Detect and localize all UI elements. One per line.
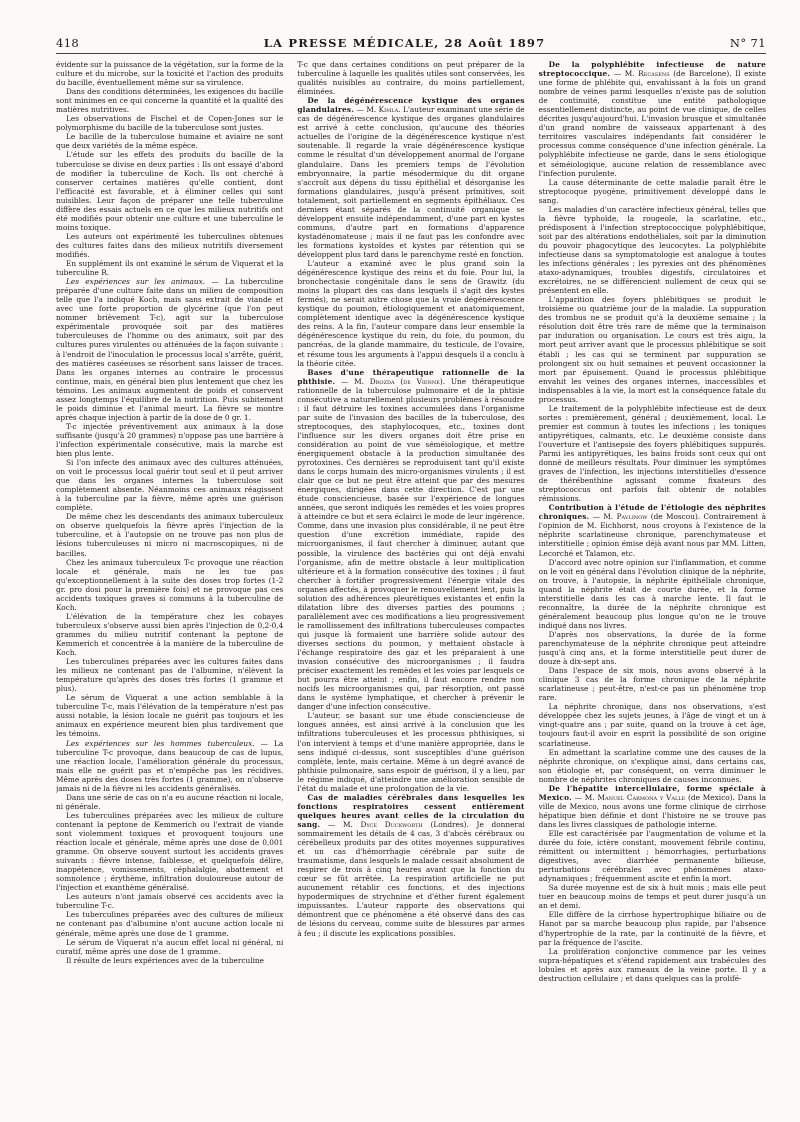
column-right [539, 60, 766, 1100]
paragraph-body: Il existe une forme de phlébite qui, envahissant à la fois un grand nombre de veines parmi lesquelles n'existe pas de solution de continuité, constitue une entité pathologique essentiellement distincte, au point de vue clinique, de celles décrites jusqu'aujourd'hui. L'invasion brusque et simultanée d'un grand nombre de vaisseaux appartenant à des territoires vasculaires indépendants fait considérer le processus comme conséquence d'une infection générale. La polyphlébite infectieuse ne garde, dans le sens étiologique et séméiologique, aucune relation de ressemblance avec l'infection purulente. [538, 69, 766, 178]
paragraph: Le sérum de Viquerat a une action semblable à la tuberculine T-c, mais l'élévation de la température n'est pas aussi notable, la lésion locale ne guérit pas toujours et les animaux en expérience meurent bien plus tardivement que les témoins. [56, 693, 284, 739]
article-author: M. Manuel Carmona y Valle [584, 792, 686, 802]
page-header [56, 34, 766, 54]
paragraph: La prolifération conjonctive commence par les veines supra-hépatiques et s'étend rapidement aux trabécules des lobules et après aux rameaux de la veine porte. Il y a destruction cellulaire ; et dans quelques cas la prolifé- [538, 946, 766, 983]
paragraph: Les observations de Fischel et de Copen-Jones sur le polymorphisme du bacille de la tuberculose sont justes. [56, 114, 284, 133]
paragraph: La cause déterminante de cette maladie paraît être le streptocoque pyogène, primitivement développé dans le sang. [538, 177, 766, 205]
paragraph-body: Une thérapeutique rationnelle de la tuberculose pulmonaire et de la phtisie consécutive a naturellement plusieurs problèmes à résoudre : il faut détruire les toxines accumulées dans l'organisme par suite de l'invasion des bacilles de la tuberculose, des streptocoques, des staphylocoques, etc., toxines dont l'influence sur les divers organes doit être prise en considération au point de vue séméiologique, et mettre énergiquement obstacle à la production simultanée des pyrotoxines. Ces dernières se reproduisent tant qu'il existe dans le corps humain des micro-organismes virulents ; il est clair que ce but ne peut être atteint que par des mesures énergiques, dirigées dans cette direction. C'est par une étude consciencieuse, basée sur l'expérience de longues années, que seront indiqués les remèdes et les voies propres à atteindre ce but et sera éclairci le mode de leur ingérence. Comme, dans une invasion plus considérable, il ne peut être question d'une excrétion immédiate, rapide des microorganismes, il faut chercher à diminuer, autant que possible, la virulence des bactéries qui ont déjà envahi l'organisme, afin de mettre obstacle à leur multiplication ultérieure et à la formation consécutive des toxines ; il faut chercher à fortifier progressivement l'énergie vitale des organes affectés, à provoquer le renouvellement lent, puis la solution des adhérences pleurétiques existantes et enfin la dilatation libre des diverses parties des poumons ; parallèlement avec ces modifications a lieu progressivement le ramollissement des infiltrations tuberculeuses compactes qui jusque là formaient une barrière solide autour des diverses sections du poumon, y mettaient obstacle à l'échange respiratoire des gaz et les préparaient à une invasion consécutive des microorganismes ; il faudra préciser exactement les remèdes et les voies par lesquels ce but pourra être atteint ; enfin, il faut encore rendre non nocifs les microorganismes qui, par résorption, ont passé dans le système lymphatique, et chercher à prévenir le danger d'une infection consécutive. [297, 376, 525, 712]
issue-number: N° 71 [729, 36, 766, 50]
article-heading: Cas de maladies cérébrales dans lesquelles les fonctions respiratoires cessent entièrement quelques heures avant celles de la circulation du sang. [297, 792, 525, 829]
journal-title: LA PRESSE MÉDICALE, 28 Août 1897 [263, 36, 546, 50]
paragraph: Si l'on infecte des animaux avec des cultures atténuées, on voit le processus local guérir tout seul et il peut arriver que dans les organes internes la tuberculose soit complètement absente. Néanmoins ces animaux réagissent à la tuberculine par la fièvre, même après une guérison complète. [56, 458, 284, 513]
paragraph-body: Contrairement à l'opinion de M. Eichhorst, nous croyons à l'existence de la néphrite scarlatineuse chronique, parenchymateuse et interstitielle ; opinion émise déjà avant nous par MM. Litten, Lecorché et Talamon, etc. [538, 512, 766, 558]
paragraph: D'accord avec notre opinion sur l'inflammation, et comme on le voit en général dans l'évolution clinique de la néphrite, on trouve, à l'autopsie, la néphrite épithéliale chronique, quand la néphrite était de courte durée, et la forme interstitielle dans les cas à marche lente. Il faut le reconnaître, la durée de la néphrite chronique est généralement beaucoup plus longue qu'on ne le trouve indiqué dans nos livres. [538, 557, 766, 630]
article-paragraph: De la dégénérescence kystique des organes glandulaires. — M. Kimla. L'auteur examinant une série de cas de dégénérescence kystique des organes glandulaires est arrivé à cette conclusion, qu'aucune des théories actuelles de l'origine de la dégénérescence kystique n'est soutenable. Il regarde la vraie dégénérescence kystique comme le résultat d'un développement anormal de l'organe glandulaire. Dans les premiers temps de l'évolution embryonnaire, la partie mésodermique du dit organe s'accroît aux dépens du tissu épithélial et désorganise les formations glandulaires, jusqu'à présent primitives, soit totalement, soit partiellement en segments épithéliaux. Ces derniers étant séparés de la continuité organique se développent ensuite indépendamment, d'une part en kystes communs, d'autre part en formations d'apparence kystadénomateuse ; mais il ne faut pas les confondre avec les formations kystoïdes et kystes par rétention qui se développent plus tard dans le parenchyme resté en fonction. [297, 96, 525, 259]
article-paragraph: De la polyphlébite infectieuse de nature streptococcique. — M. Recasens (de Barcelone). Il existe une forme de phlébite qui, envahissant à la fois un grand nombre de veines parmi lesquelles n'existe pas de solution de continuité, constitue une entité pathologique essentiellement distincte, au point de vue clinique, de celles décrites jusqu'aujourd'hui. L'invasion brusque et simultanée d'un grand nombre de vaisseaux appartenant à des territoires vasculaires indépendants fait considérer le processus comme conséquence d'une infection générale. La polyphlébite infectieuse ne garde, dans le sens étiologique et séméiologique, aucune relation de ressemblance avec l'infection purulente. [538, 60, 766, 178]
paragraph: L'apparition des foyers phlébitiques se produit le troisième ou quatrième jour de la maladie. La suppuration des trombus ne se produit qu'à la deuxième semaine ; la résolution doit être très rare de même que la terminaison par induration ou organisation. Le cours est très aigu, la mort peut arriver avant que le processus phlébitique se soit établi ; les cas qui se terminent par suppuration se prolongent six ou huit semaines et peuvent occasionner la mort par épuisement. Quand le processus phlébitique envahit les veines des organes internes, inaccessibles et indispensables à la vie, la mort est la conséquence fatale du processus. [538, 295, 766, 404]
paragraph [56, 739, 283, 793]
paragraph: Les maladies d'un caractère infectieux général, telles que la fièvre typhoïde, la rougeole, la scarlatine, etc., prédisposent à l'infection streptococcique polyphlébitique, soit par des altérations endothéliales, soit par la diminution du pouvoir phagocytique des leucocytes. La polyphlébite infectieuse dans sa symptomatologie est analogue à toutes les infections générales ; les pyrexies ont des phénomènes ataxo-adynamiques, troubles digestifs, circulatoires et excrétoires, ne se différencient nullement de ceux qui se présentent en elle. [538, 204, 766, 296]
paragraph: évidente sur la puissance de la végétation, sur la forme de la culture et du microbe, sur la toxicité et l'action des produits du bacille, éventuellement même sur sa virulence. [56, 60, 284, 88]
paragraph: T-c que dans certaines conditions on peut préparer de la tuberculine à laquelle les qualités utiles sont conservées, les qualités nuisibles au contraire, du moins partiellement, éliminées. [297, 60, 525, 97]
article-author-origin: (de Mexico). [685, 792, 735, 802]
article-paragraph: Cas de maladies cérébrales dans lesquelles les fonctions respiratoires cessent entièrement quelques heures avant celles de la circulation du sang. — M. Dyce Duckworth (Londres). Je donnerai sommairement les détails de 4 cas, 3 d'abcès cérébraux ou cérébelleux produits par des otites moyennes suppuratives et un cas d'hémorrhagie cérébrale par suite de traumatisme, dans lesquels le malade cessait absolument de respirer de trois à cinq heures avant que la fonction du cœur se fût arrêtée. La respiration artificielle ne put aucunement rétablir ces fonctions, et des injections hypodermiques de strychnine et d'éther furent également impuissantes. L'auteur rapporte des observations qui démontrent que ce phénomène a été observé dans des cas de lésions du cerveau, comme suite de blessures par armes à feu ; il discute les explications possibles. [297, 792, 525, 938]
article-author-origin: (Londres). [422, 819, 469, 829]
paragraph: La néphrite chronique, dans nos observations, s'est développée chez les sujets jeunes, à l'âge de vingt et un à vingt-quatre ans ; par suite, quand on la trouve à cet âge, toujours faut-il avoir en esprit la possibilité de son origine scarlatineuse. [538, 702, 766, 748]
paragraph: Le sérum de Viquerat n'a aucun effet local ni général, ni curatif, même après une dose de 1 gramme. [56, 937, 284, 956]
article-heading: De la dégénérescence kystique des organes glandulaires. [297, 96, 525, 115]
article-author: M. Pavlinow [603, 512, 648, 522]
paragraph [56, 277, 283, 422]
section-lead: Les expériences sur les animaux. [66, 277, 206, 287]
article-author: M. Kimla. [366, 105, 401, 115]
article-author-origin: (de Barcelone). [669, 69, 732, 79]
paragraph: Sa durée moyenne est de six à huit mois ; mais elle peut tuer en beaucoup moins de temps et peut durer jusqu'à un an et demi. [538, 883, 766, 911]
paragraph: Le bacille de la tuberculose humaine et aviaire ne sont que deux variétés de la même espèce. [56, 132, 284, 151]
paragraph: L'étude sur les effets des produits du bacille de la tuberculose se divise en deux parties : Ils ont essayé d'abord de modifier la tuberculine de Koch. Ils ont cherché à conserver certaines matières qu'elle contient, dont l'efficacité est favorable, et à éliminer celles qui sont nuisibles. Leur façon de préparer une telle tuberculine diffère des essais actuels en ce que les milieux nutritifs ont été modifiés pour obtenir une culture et une tuberculine le moins toxique. [56, 150, 284, 232]
paragraph: Dans des conditions déterminées, les exigences du bacille sont minimes en ce qui concerne la quantité et la qualité des matières nutritives. [56, 87, 284, 115]
article-heading: De l'hépatite intercellulaire, forme spéciale à Mexico. [538, 783, 766, 802]
article-paragraph: Contribution à l'étude de l'étiologie des néphrites chroniques. — M. Pavlinow (de Moscou). Contrairement à l'opinion de M. Eichhorst, nous croyons à l'existence de la néphrite scarlatineuse chronique, parenchymateuse et interstitielle ; opinion émise déjà avant nous par MM. Litten, Lecorché et Talamon, etc. [538, 503, 766, 558]
paragraph: L'auteur a examiné avec le plus grand soin la dégénérescence kystique des reins et du foie. Pour lui, la bronchectasie congénitale dans le sens de Grawitz (du moins la plupart des cas dans lesquels il s'agit des kystes fermés), ne serait autre chose que la vraie dégénérescence kystique du poumon, étiologiquement et anatomiquement, complètement identique avec la dégénérescence kystique des reins. A la fin, l'auteur compare dans leur ensemble la dégénérescence kystique du rein, du foie, du poumon, du pancréas, de la glande mammaire, du testicule, de l'ovaire, et résume tous les arguments à l'appui desquels il a conclu à la théorie citée. [297, 259, 525, 368]
text-columns [56, 60, 766, 1100]
paragraph-body: Je donnerai sommairement les détails de 4 cas, 3 d'abcès cérébraux ou cérébelleux produits par des otites moyennes suppuratives et un cas d'hémorrhagie cérébrale par suite de traumatisme, dans lesquels le malade cessait absolument de respirer de trois à cinq heures avant que la fonction du cœur se fût arrêtée. La respiration artificielle ne put aucunement rétablir ces fonctions, et des injections hypodermiques de strychnine et d'éther furent également impuissantes. L'auteur rapporte des observations qui démontrent que ce phénomène a été observé dans des cas de lésions du cerveau, comme suite de blessures par armes à feu ; il discute les explications possibles. [297, 819, 525, 938]
article-paragraph: De l'hépatite intercellulaire, forme spéciale à Mexico. — M. Manuel Carmona y Valle (de Mexico). Dans la ville de Mexico, nous avons une forme clinique de cirrhose hépatique bien définie et dont l'histoire ne se trouve pas dans les livres classiques de pathologie interne. [538, 783, 766, 829]
paragraph: D'après nos observations, la durée de la forme parenchymateuse de la néphrite chronique peut atteindre jusqu'à cinq ans, et la forme interstitielle peut durer de douze à dix-sept ans. [538, 629, 766, 667]
paragraph: Les auteurs n'ont jamais observé ces accidents avec la tuberculine T-c. [56, 892, 284, 911]
article-author: M. Dyce Duckworth [342, 819, 423, 829]
paragraph-body: L'auteur examinant une série de cas de dégénérescence kystique des organes glandulaires est arrivé à cette conclusion, qu'aucune des théories actuelles de l'origine de la dégénérescence kystique n'est soutenable. Il regarde la vraie dégénérescence kystique comme le résultat d'un développement anormal de l'organe glandulaire. Dans les premiers temps de l'évolution embryonnaire, la partie mésodermique du dit organe s'accroît aux dépens du tissu épithélial et désorganise les formations glandulaires, jusqu'à présent primitives, soit totalement, soit partiellement en segments épithéliaux. Ces derniers étant séparés de la continuité organique se développent ensuite indépendamment, d'une part en kystes communs, d'autre part en formations d'apparence kystadénomateuse ; mais il ne faut pas les confondre avec les formations kystoïdes et kystes par rétention qui se développent plus tard dans le parenchyme resté en fonction. [297, 105, 525, 259]
paragraph-body: — La tuberculine préparée d'une culture faite dans un milieu de composition telle que l'a indiqué Koch, mais sans extrait de viande et avec une forte proportion de glycérine (que l'on peut nommer brièvement T-c), agit sur la tuberculose expérimentale provoquée soit par des matières tuberculeuses de l'homme ou des animaux, soit par des cultures pures virulentes ou atténuées de la façon suivante : à l'endroit de l'inoculation le processus local s'arrête, guérit, des matières caséeuses se résorbent sans laisser de traces. Dans les organes internes au contraire le processus continue, mais, en général bien plus lentement que chez les témoins. Les animaux augmentent de poids et conservent assez longtemps l'équilibre de la nutrition. Puis subitement le poids diminue et l'animal meurt. La fièvre se montre après chaque injection à partir de la dose de 0 gr. 1. [56, 277, 284, 422]
paragraph: Le traitement de la polyphlébite infectieuse est de deux sortes : premièrement, général ; deuxièmement, local. Le premier est commun à toutes les infections ; les toniques antipyrétiques, calmants, etc. Le deuxième consiste dans l'ouverture et l'antisepsie des foyers phlébitiques suppurés. Parmi les antipyrétiques, les bains froids sont ceux qui ont donné de meilleurs résultats. Pour diminuer les symptômes graves de l'infection, les injections interstitielles d'essence de thérébenthine agissant comme fixateurs des streptococcus ont parfois fait obtenir de notables rémissions. [538, 403, 766, 504]
paragraph: Les tuberculines préparées avec les milieux de culture contenant la peptone de Kemmerich ou l'extrait de viande sont violemment toxiques et provoquent toujours une réaction locale et générale, même après une dose de 0,001 gramme. On observe souvent surtout les accidents graves suivants : fièvre intense, faiblesse, et quelquefois délire, inappétence, vomissements, céphalalgie, abattement et somnolence ; érythème, infiltration douloureuse autour de l'injection et exanthème généralisé. [56, 810, 284, 893]
paragraph: Les tuberculines préparées avec les cultures faites dans les milieux ne contenant pas de l'albumine, n'élèvent la température qu'après des doses très fortes (1 gramme et plus). [56, 657, 284, 694]
section-lead: Les expériences sur les hommes tuberculeux. [66, 738, 255, 748]
paragraph: En supplément ils ont examiné le sérum de Viquerat et la tuberculine R. [56, 259, 284, 278]
paragraph: T-c injectée préventivement aux animaux à la dose suffisante (jusqu'à 20 grammes) n'oppose pas une barrière à l'infection expérimentale consécutive, mais la marche est bien plus lente. [56, 421, 284, 459]
page-number: 418 [56, 36, 80, 50]
column-left [56, 60, 283, 1100]
paragraph: Les auteurs ont expérimenté les tuberculines obtenues des cultures faites dans des milieux nutritifs diversement modifiés. [56, 231, 284, 259]
paragraph: L'élévation de la température chez les cobayes tuberculeux s'observe aussi bien après l'injection de 0,2-0,4 grammes du milieu nutritif contenant la peptone de Kemmerich et concentrée à la manière de la tuberculine de Koch. [56, 611, 284, 658]
article-heading: De la polyphlébite infectieuse de nature streptococcique. [538, 60, 766, 79]
article-author-origin: (de Moscou). [647, 512, 701, 522]
article-paragraph: Bases d'une thérapeutique rationnelle de la phthisie. — M. Drozda (de Vienne). Une thérapeutique rationnelle de la tuberculose pulmonaire et de la phtisie consécutive a naturellement plusieurs problèmes à résoudre : il faut détruire les toxines accumulées dans l'organisme par suite de l'invasion des bacilles de la tuberculose, des streptocoques, des staphylocoques, etc., toxines dont l'influence sur les divers organes doit être prise en considération au point de vue séméiologique, et mettre énergiquement obstacle à la production simultanée des pyrotoxines. Ces dernières se reproduisent tant qu'il existe dans le corps humain des micro-organismes virulents ; il est clair que ce but ne peut être atteint que par des mesures énergiques, dirigées dans cette direction. C'est par une étude consciencieuse, basée sur l'expérience de longues années, que seront indiqués les remèdes et les voies propres à atteindre ce but et sera éclairci le mode de leur ingérence. Comme, dans une invasion plus considérable, il ne peut être question d'une excrétion immédiate, rapide des microorganismes, il faut chercher à diminuer, autant que possible, la virulence des bactéries qui ont déjà envahi l'organisme, afin de mettre obstacle à leur multiplication ultérieure et à la formation consécutive des toxines ; il faut chercher à fortifier progressivement l'énergie vitale des organes affectés, à provoquer le renouvellement lent, puis la solution des adhérences pleurétiques existantes et enfin la dilatation libre des diverses parties des poumons ; parallèlement avec ces modifications a lieu progressivement le ramollissement des infiltrations tuberculeuses compactes qui jusque là formaient une barrière solide autour des diverses sections du poumon, y mettaient obstacle à l'échange respiratoire des gaz et les préparaient à une invasion consécutive des microorganismes ; il faudra préciser exactement les remèdes et les voies par lesquels ce but pourra être atteint ; enfin, il faut encore rendre non nocifs les microorganismes qui, par résorption, ont passé dans le système lymphatique, et chercher à prévenir le danger d'une infection consécutive. [297, 367, 525, 712]
column-middle [297, 60, 524, 1100]
paragraph: De même chez les descendants des animaux tuberculeux on observe quelquefois la fièvre après l'injection de la tuberculine, et à l'autopsie on ne trouve pas non plus de lésions tuberculeuses ni micro ni macroscopiques, ni de bacilles. [56, 512, 284, 558]
article-heading: Contribution à l'étude de l'étiologie des néphrites chroniques. [538, 503, 766, 522]
paragraph: Les tuberculines préparées avec des cultures de milieux ne contenant pas d'albumine n'ont aucune action locale ni générale, même après une dose de 1 gramme. [56, 910, 284, 938]
paragraph: Dans l'espace de six mois, nous avons observé à la clinique 3 cas de la forme chronique de la néphrite scarlatineuse ; peut-être, n'est-ce pas un phénomène trop rare. [538, 666, 766, 703]
paragraph: Elle est caractérisée par l'augmentation de volume et la durée du foie, ictère constant, mouvement fébrile continu, rémittent ou intermittent ; hémorrhagies, perturbations digestives, avec diarrhée permanente bilieuse, perturbations cérébrales avec phénomènes ataxo-adynamiques ; fréquemment ascite et enfin la mort. [538, 828, 766, 884]
paragraph-body: — La tuberculine T-c provoque, dans beaucoup de cas de lupus, une réaction locale, l'amélioration générale du processus, mais elle ne guérit pas et n'empêche pas les récidives. Même après des doses très fortes (1 gramme), on n'observe jamais ni de la fièvre ni les accidents généralisés. [56, 738, 284, 793]
article-heading: Bases d'une thérapeutique rationnelle de la phthisie. [297, 367, 525, 386]
paragraph: L'auteur, se basant sur une étude consciencieuse de longues années, est ainsi arrivé à la conclusion que les infiltrations tuberculeuses et les processus phthisiques, si l'on intervient à temps et d'une manière appropriée, dans le sens indiqué ci-dessus, sont susceptibles d'une guérison complète, lente, mais certaine. Même à un degré avancé de phthisie pulmonaire, sans espoir de guérison, il y a lieu, par le régime indiqué, d'atteindre une amélioration sensible de l'état du malade et une prolongation de la vie. [297, 711, 525, 793]
article-author: M. Drozda (de Vienne). [354, 376, 446, 386]
paragraph: En admettant la scarlatine comme une des causes de la néphrite chronique, on s'explique ainsi, dans certains cas, son étiologie et, par conséquent, on verra diminuer le nombre de néphrites chroniques de causes inconnues. [538, 747, 766, 784]
paragraph: Dans une série de cas on n'a eu aucune réaction ni locale, ni générale. [56, 792, 284, 811]
paragraph-body: Dans la ville de Mexico, nous avons une forme clinique de cirrhose hépatique bien définie et dont l'histoire ne se trouve pas dans les livres classiques de pathologie interne. [538, 792, 766, 829]
paragraph: Chez les animaux tuberculeux T-c provoque une réaction locale et générale, mais ne les tue pas qu'exceptionnellement à la suite des doses trop fortes (1-2 gr. pro dosi pour la première fois) et ne provoque pas ces accidents toxiques graves si communs à la tuberculine de Koch. [56, 557, 284, 612]
paragraph: Il résulte de leurs expériences avec de la tuberculine [66, 955, 264, 965]
article-author: M. Recasens [624, 69, 670, 79]
paragraph: Elle diffère de la cirrhose hypertrophique biliaire ou de Hanot par sa marche beaucoup plus rapide, par l'absence d'hypertrophie de la rate, par la continuité de la fièvre, et par la fréquence de l'ascite. [538, 910, 766, 947]
